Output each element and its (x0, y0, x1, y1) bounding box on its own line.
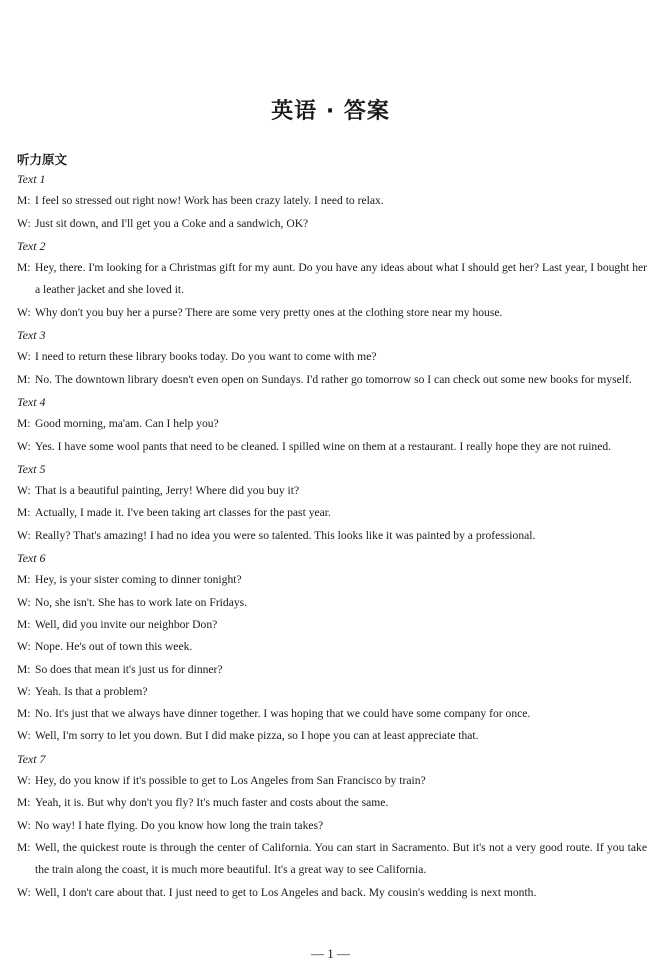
speaker-label: W: (17, 595, 31, 609)
dialogue-line (17, 346, 647, 368)
dialogue-text: Yes. I have some wool pants that need to be cleaned. I spilled wine on them at a restaurant. I really hope they are not ruined. (35, 439, 612, 453)
dialogue-text: I feel so stressed out right now! Work has been crazy lately. I need to relax. (35, 194, 384, 208)
dialogue-text: Hey, there. I'm looking for a Christmas gift for my aunt. Do you have any ideas about what I should get her? Last year, I bought her a leather jacket and she loved it. (35, 261, 647, 297)
dialogue-text: Really? That's amazing! I had no idea you were so talented. This looks like it was painted by a professional. (35, 528, 536, 542)
dialogue-line (17, 614, 647, 636)
speaker-label: M: (17, 372, 31, 386)
dialogue-line (17, 725, 647, 747)
speaker-label: M: (17, 417, 31, 431)
dialogue-line (17, 792, 647, 814)
dialogue-line (17, 302, 647, 324)
speaker-label: W: (17, 350, 31, 364)
dialogue-text: Yeah. Is that a problem? (35, 684, 148, 698)
speaker-label: M: (17, 796, 31, 810)
dialogue-text: So does that mean it's just us for dinner? (35, 662, 223, 676)
text-label: Text 1 (17, 172, 46, 186)
dialogue-text: No. It's just that we always have dinner together. I was hoping that we could have some company for once. (35, 707, 531, 721)
speaker-label: M: (17, 840, 31, 854)
page-number: — 1 — (311, 946, 350, 961)
dialogue-line (17, 882, 647, 904)
dialogue-text: Actually, I made it. I've been taking art classes for the past year. (35, 506, 331, 520)
text-label: Text 4 (17, 394, 46, 409)
dialogue-text: Well, the quickest route is through the center of California. You can start in Sacramento. But it's not a very good route. If you take the train along the coast, it is much more beautiful. It's a great way to see California. (35, 840, 647, 877)
dialogue-line (17, 681, 647, 703)
dialogue-line (17, 636, 647, 658)
dialogue-text: No. The downtown library doesn't even open on Sundays. I'd rather go tomorrow so I can check out some new books for myself. (35, 372, 632, 386)
text-label: Text 3 (17, 328, 46, 343)
dialogue-text: Well, did you invite our neighbor Don? (35, 617, 218, 631)
speaker-label: W: (17, 305, 31, 319)
dialogue-line (17, 369, 647, 391)
speaker-label: W: (17, 684, 31, 698)
dialogue-line (17, 592, 647, 614)
speaker-label: W: (17, 729, 31, 743)
dialogue-line (17, 257, 647, 302)
dialogue-text: Nope. He's out of town this week. (35, 640, 193, 654)
dialogue-text: Well, I'm sorry to let you down. But I did make pizza, so I hope you can at least appreciate that. (35, 729, 479, 743)
dialogue-line (17, 703, 647, 725)
speaker-label: W: (17, 528, 31, 542)
text-label: Text 6 (17, 551, 46, 566)
speaker-label: M: (17, 707, 31, 721)
speaker-label: M: (17, 261, 31, 275)
dialogue-line (17, 213, 647, 235)
dialogue-text: Well, I don't care about that. I just need to get to Los Angeles and back. My cousin's wedding is next month. (35, 885, 537, 899)
dialogue-text: That is a beautiful painting, Jerry! Where did you buy it? (35, 484, 300, 498)
dialogue-line (17, 502, 647, 524)
speaker-label: W: (17, 885, 31, 899)
speaker-label: W: (17, 640, 31, 654)
speaker-label: W: (17, 818, 31, 832)
dialogue-text: Hey, is your sister coming to dinner tonight? (35, 573, 242, 587)
dialogue-text: No way! I hate flying. Do you know how long the train takes? (35, 818, 324, 832)
dialogue-line (17, 569, 647, 591)
dialogue-line (17, 770, 647, 792)
speaker-label: M: (17, 506, 31, 520)
speaker-label: M: (17, 573, 31, 587)
speaker-label: M: (17, 194, 31, 208)
transcript-body (17, 168, 647, 904)
dialogue-line (17, 659, 647, 681)
speaker-label: M: (17, 662, 31, 676)
dialogue-text: Just sit down, and I'll get you a Coke and a sandwich, OK? (35, 216, 309, 230)
dialogue-line (17, 815, 647, 837)
speaker-label: W: (17, 774, 31, 788)
dialogue-text: Hey, do you know if it's possible to get to Los Angeles from San Francisco by train? (35, 774, 426, 788)
speaker-label: W: (17, 484, 31, 498)
dialogue-line (17, 480, 647, 502)
speaker-label: M: (17, 617, 31, 631)
dialogue-text: Yeah, it is. But why don't you fly? It's much faster and costs about the same. (35, 796, 389, 810)
text-label: Text 2 (17, 238, 46, 253)
dialogue-text: Good morning, ma'am. Can I help you? (35, 417, 219, 431)
dialogue-line (17, 436, 647, 458)
page-title: 英语 · 答案 (271, 99, 390, 124)
dialogue-text: I need to return these library books today. Do you want to come with me? (35, 350, 377, 364)
dialogue-line (17, 837, 647, 882)
speaker-label: W: (17, 439, 31, 453)
dialogue-line (17, 525, 647, 547)
dialogue-line (17, 190, 647, 212)
dialogue-text: No, she isn't. She has to work late on Fridays. (35, 595, 248, 609)
dialogue-text: Why don't you buy her a purse? There are some very pretty ones at the clothing store near my house. (35, 305, 503, 319)
text-label: Text 5 (17, 461, 46, 476)
speaker-label: W: (17, 216, 31, 230)
text-label: Text 7 (17, 751, 46, 766)
dialogue-line (17, 413, 647, 435)
section-heading: 听力原文 (17, 152, 68, 167)
